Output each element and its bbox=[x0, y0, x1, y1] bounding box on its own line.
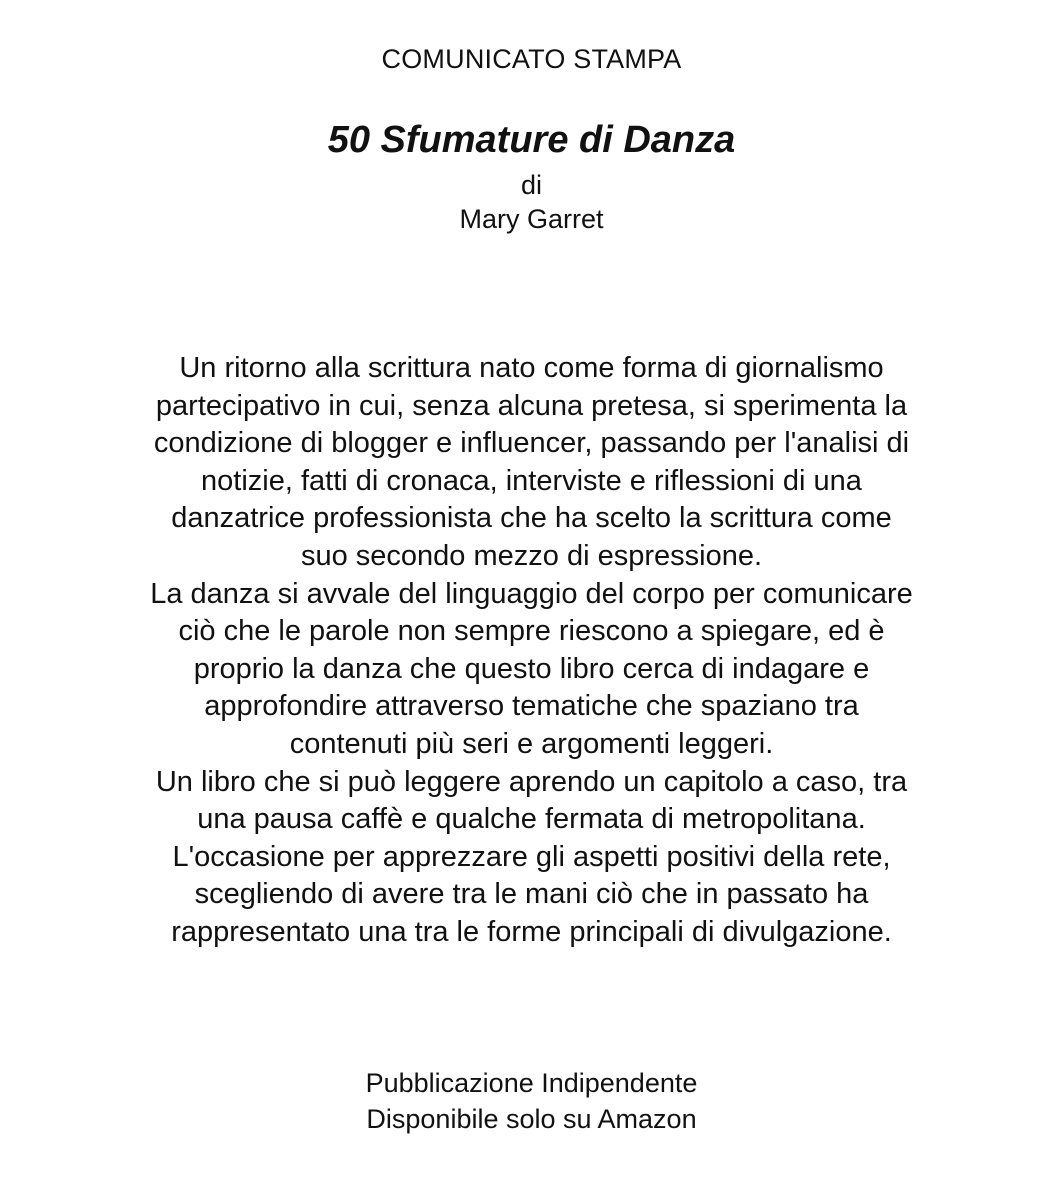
body-line: una pausa caffè e qualche fermata di metropolitana. bbox=[197, 803, 866, 836]
body-line: Un libro che si può leggere aprendo un capitolo a caso, tra bbox=[155, 765, 908, 798]
body-line: L'occasione per apprezzare gli aspetti positivi della rete, bbox=[172, 840, 891, 873]
body-line: ciò che le parole non sempre riescono a spiegare, ed è bbox=[178, 615, 885, 648]
body-line: scegliendo di avere tra le mani ciò che in passato ha bbox=[194, 878, 869, 911]
byline bbox=[0, 168, 1063, 236]
press-release-body bbox=[0, 350, 1063, 952]
body-line: partecipativo in cui, senza alcuna pretesa, si sperimenta la bbox=[155, 389, 908, 422]
press-release-label: COMUNICATO STAMPA bbox=[381, 44, 682, 74]
publication-info bbox=[0, 1065, 1063, 1137]
body-line: suo secondo mezzo di espressione. bbox=[300, 539, 763, 572]
body-line: approfondire attraverso tematiche che spaziano tra bbox=[204, 690, 859, 723]
publication-type: Pubblicazione Indipendente bbox=[365, 1068, 698, 1098]
book-title: 50 Sfumature di Danza bbox=[327, 119, 736, 161]
body-line: condizione di blogger e influencer, passando per l'analisi di bbox=[153, 427, 910, 460]
byline-by: di bbox=[520, 170, 542, 200]
author-name: Mary Garret bbox=[459, 204, 604, 234]
body-line: contenuti più seri e argomenti leggeri. bbox=[289, 727, 774, 760]
body-line: La danza si avvale del linguaggio del corpo per comunicare bbox=[150, 577, 913, 610]
availability-note: Disponibile solo su Amazon bbox=[366, 1104, 697, 1134]
body-line: Un ritorno alla scrittura nato come forma di giornalismo bbox=[179, 352, 884, 384]
body-line: proprio la danza che questo libro cerca di indagare e bbox=[193, 652, 870, 685]
body-line: danzatrice professionista che ha scelto la scrittura come bbox=[171, 502, 892, 535]
body-line: notizie, fatti di cronaca, interviste e riflessioni di una bbox=[201, 464, 862, 497]
body-line: rappresentato una tra le forme principali di divulgazione. bbox=[171, 915, 892, 948]
